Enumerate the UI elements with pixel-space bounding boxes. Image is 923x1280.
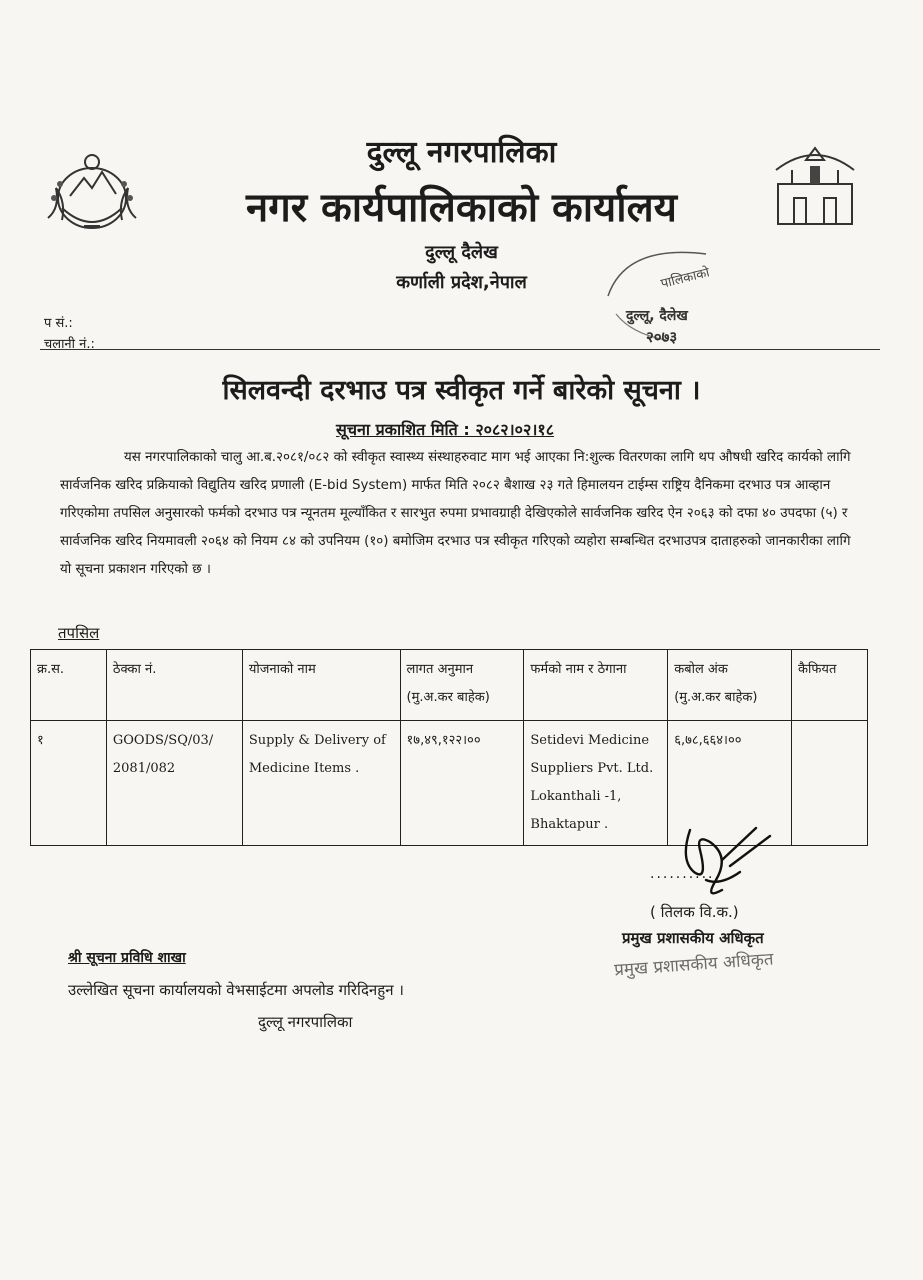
award-table [30,649,868,846]
header-cost-estimate: लागत अनुमान (मु.अ.कर बाहेक) [400,650,524,721]
header-firm: फर्मको नाम र ठेगाना [524,650,668,721]
signature-image [660,820,790,910]
office-stamp [596,236,766,348]
signature-dots: .......... [650,866,715,882]
header-remarks: कैफियत [792,650,868,721]
office-province: कर्णाली प्रदेश,नेपाल [396,272,527,293]
header-contract-no: ठेक्का नं. [106,650,242,721]
header-project: योजनाको नाम [242,650,400,721]
header-divider [40,349,880,350]
letter-number: प सं.: [44,316,73,331]
office-location: दुल्लू दैलेख [425,242,498,263]
header-bid-amount: कबोल अंक (मु.अ.कर बाहेक) [668,650,792,721]
cell-project: Supply & Delivery of Medicine Items . [242,721,400,846]
notice-body: यस नगरपालिकाको चालु आ.ब.२०८१/०८२ को स्वीकृत स्वास्थ्य संस्थाहरुवाट माग भई आएका नि:शुल्क वितरणका लागि थप औषधी खरिद कार्यको लागि सार्वजनिक खरिद प्रक्रियाको विद्युतिय खरिद प्रणाली (E-bid System) मार्फत मिति २०८२ बैशाख २३ गते हिमालयन टाईम्स राष्ट्रिय दैनिकमा दरभाउ पत्र आव्हान गरिएकोमा तपसिल अनुसारको फर्मको दरभाउ पत्र न्यूनतम मूल्याँकित र सारभुत रुपमा प्रभावग्राही देखिएकोले सार्वजनिक खरिद ऐन २०६३ को दफा ४० उपदफा (५) र सार्वजनिक खरिद नियमावली २०६४ को नियम ८४ को उपनियम (१०) बमोजिम दरभाउ पत्र स्वीकृत गरिएको व्यहोरा सम्बन्धित दरभाउपत्र दाताहरुको जानकारीका लागि यो सूचना प्रकाशन गरिएको छ । [60,450,851,577]
published-date: सूचना प्रकाशित मिति : २०८२।०२।१८ [336,420,555,439]
notice-title: सिलवन्दी दरभाउ पत्र स्वीकृत गर्ने बारेको सूचना । [222,375,701,406]
cell-firm: Setidevi Medicine Suppliers Pvt. Ltd. Lokanthali -1, Bhaktapur . [524,721,668,846]
municipality-name: दुल्लू नगरपालिका [366,135,557,170]
stamp-line1: पालिकाको [659,265,712,292]
dispatch-number: चलानी नं.: [44,337,95,352]
table-caption: तपसिल [58,624,100,642]
cell-remarks [792,721,868,846]
signatory-stamp: प्रमुख प्रशासकीय अधिकृत [613,949,775,981]
signatory-name: ( तिलक वि.क.) [650,903,739,921]
footer-municipality: दुल्लू नगरपालिका [258,1013,353,1031]
it-section-heading: श्री सूचना प्रविधि शाखा [68,950,186,966]
upload-instruction: उल्लेखित सूचना कार्यालयको वेभसाईटमा अपलोड गरिदिनहुन । [68,981,404,999]
stamp-year: २०७३ [646,328,678,346]
stamp-line2: दुल्लू, दैलेख [626,308,688,324]
signatory-title: प्रमुख प्रशासकीय अधिकृत [622,929,764,947]
office-name: नगर कार्यपालिकाको कार्यालय [246,184,677,231]
cell-sn: १ [31,721,107,846]
cell-bid-amount: ६,७८,६६४।०० [668,721,792,846]
header-sn: क्र.स. [31,650,107,721]
table-header-row [31,650,868,721]
cell-cost-estimate: १७,४९,१२२।०० [400,721,524,846]
cell-contract-no: GOODS/SQ/03/ 2081/082 [106,721,242,846]
